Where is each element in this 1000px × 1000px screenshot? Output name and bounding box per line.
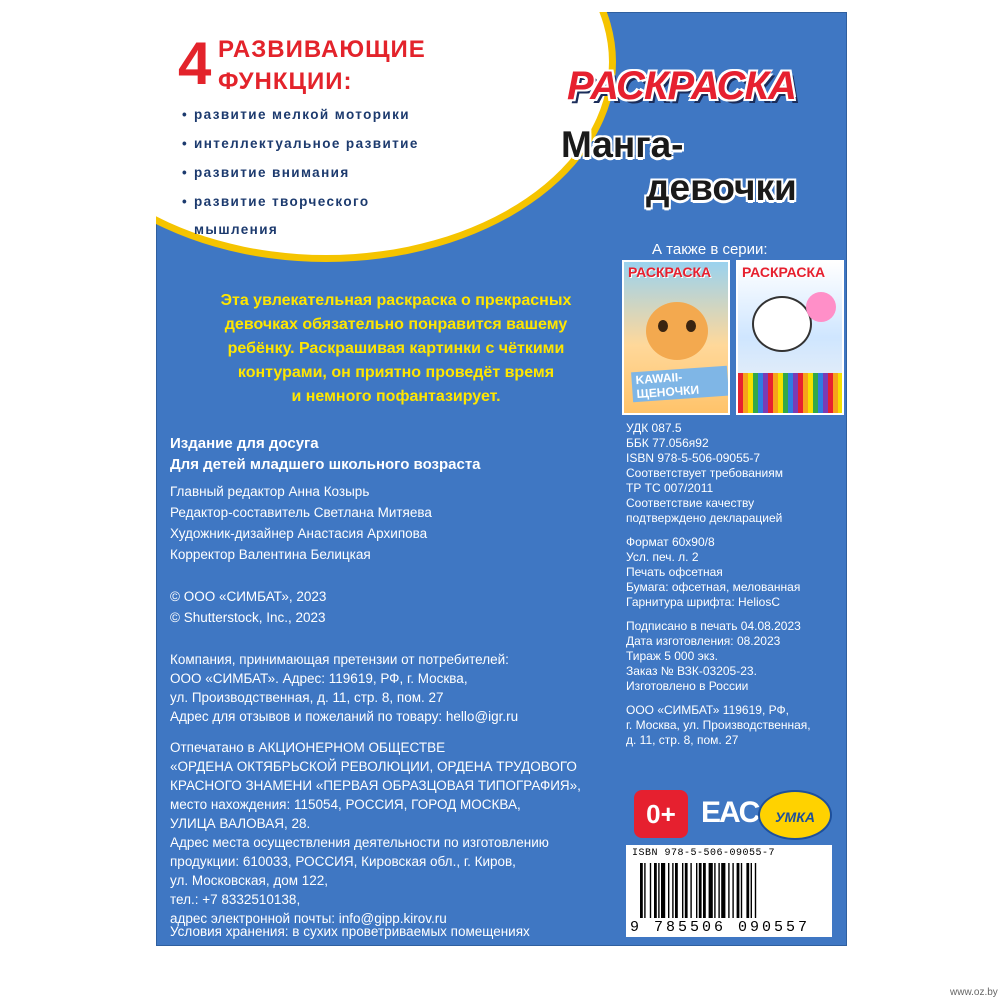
- publisher-address-line: д. 11, стр. 8, пом. 27: [626, 733, 739, 747]
- umka-logo: [758, 790, 832, 840]
- barcode-bar: [741, 863, 742, 918]
- udk-line: УДК 087.5: [626, 421, 682, 435]
- barcode-bar: [703, 863, 706, 918]
- barcode-bar: [751, 863, 752, 918]
- bbk-line: ББК 77.056я92: [626, 436, 709, 450]
- printer-line: Адрес места осуществления деятельности по изготовлению: [170, 835, 549, 850]
- barcode-bar: [672, 863, 673, 918]
- printer-line: Отпечатано в АКЦИОНЕРНОМ ОБЩЕСТВЕ: [170, 740, 446, 755]
- credit-line: Корректор Валентина Белицкая: [170, 547, 371, 562]
- puppy-eye: [658, 320, 668, 332]
- printer-line: ул. Московская, дом 122,: [170, 873, 329, 888]
- origin-line: Изготовлено в России: [626, 679, 749, 693]
- barcode-isbn: ISBN 978-5-506-09055-7: [632, 848, 776, 859]
- format-line: Усл. печ. л. 2: [626, 550, 699, 564]
- format-line: Печать офсетная: [626, 565, 723, 579]
- barcode-bar: [746, 863, 749, 918]
- compliance-line: ТР ТС 007/2011: [626, 481, 714, 495]
- barcode-bar: [696, 863, 697, 918]
- company-line: ул. Производственная, д. 11, стр. 8, пом. 27: [170, 690, 444, 705]
- series-book-thumbnail: [736, 260, 844, 415]
- printer-line: место нахождения: 115054, РОССИЯ, ГОРОД МОСКВА,: [170, 797, 521, 812]
- print-date-line: Дата изготовления: 08.2023: [626, 634, 781, 648]
- bullet-icon: •: [182, 136, 189, 151]
- format-line: Гарнитура шрифта: HeliosC: [626, 595, 781, 609]
- feature-item: [182, 165, 350, 180]
- pencils-illustration: [738, 373, 842, 413]
- barcode-panel: [626, 845, 832, 937]
- barcode-bar: [640, 863, 643, 918]
- edition-type: Издание для досуга: [170, 435, 319, 452]
- book-title: РАСКРАСКА: [567, 64, 796, 108]
- barcode-bar: [682, 863, 683, 918]
- series-label: А также в серии:: [652, 241, 768, 258]
- description-line: Эта увлекательная раскраска о прекрасных: [220, 292, 572, 309]
- barcode-bar: [685, 863, 688, 918]
- barcode-bars: [638, 863, 824, 918]
- barcode-bar: [721, 863, 725, 918]
- watermark: www.oz.by: [950, 987, 998, 998]
- print-run-line: Тираж 5 000 экз.: [626, 649, 718, 663]
- features-heading-line1: РАЗВИВАЮЩИЕ: [218, 36, 426, 63]
- printer-line: адрес электронной почты: info@gipp.kirov.ru: [170, 911, 447, 926]
- book-description: [166, 289, 626, 409]
- feature-item: [182, 194, 369, 209]
- feedback-line: Адрес для отзывов и пожеланий по товару: hello@igr.ru: [170, 709, 519, 724]
- barcode-bar: [650, 863, 651, 918]
- copyright-line: © Shutterstock, Inc., 2023: [170, 610, 326, 625]
- series-book-subtitle: KAWAII-ЩЕНОЧКИ: [631, 366, 729, 403]
- printer-line: продукции: 610033, РОССИЯ, Кировская обл., г. Киров,: [170, 854, 516, 869]
- barcode-bar: [654, 863, 657, 918]
- description-line: и немного пофантазирует.: [291, 388, 501, 405]
- format-line: Бумага: офсетная, мелованная: [626, 580, 801, 594]
- description-line: девочках обязательно понравится вашему: [224, 316, 568, 333]
- storage-conditions: Условия хранения: в сухих проветриваемых помещениях: [170, 924, 530, 939]
- barcode-bar: [699, 863, 702, 918]
- feature-item-label: интеллектуальное развитие: [194, 136, 419, 151]
- puppy-illustration: [646, 302, 708, 360]
- description-line: ребёнку. Раскрашивая картинки с чёткими: [227, 340, 565, 357]
- bullet-icon: •: [182, 194, 189, 209]
- isbn-line: ISBN 978-5-506-09055-7: [626, 451, 761, 465]
- print-date-line: Подписано в печать 04.08.2023: [626, 619, 801, 633]
- printer-line: КРАСНОГО ЗНАМЕНИ «ПЕРВАЯ ОБРАЗЦОВАЯ ТИПОГРАФИЯ»,: [170, 778, 581, 793]
- barcode-bar: [658, 863, 659, 918]
- book-title-block: [551, 44, 841, 244]
- target-audience: Для детей младшего школьного возраста: [170, 456, 481, 473]
- credit-line: Главный редактор Анна Козырь: [170, 484, 370, 499]
- printer-line: УЛИЦА ВАЛОВАЯ, 28.: [170, 816, 311, 831]
- puppy-eye: [686, 320, 696, 332]
- credit-line: Художник-дизайнер Анастасия Архипова: [170, 526, 428, 541]
- cat-illustration: [752, 296, 812, 352]
- order-line: Заказ № ВЗК-03205-23.: [626, 664, 757, 678]
- eac-mark-icon: EAC: [701, 796, 759, 829]
- copyright-line: © ООО «СИМБАТ», 2023: [170, 589, 327, 604]
- description-line: контурами, он приятно проведёт время: [237, 364, 555, 381]
- company-line: ООО «СИМБАТ». Адрес: 119619, РФ, г. Москва,: [170, 671, 468, 686]
- back-cover: [156, 12, 847, 946]
- barcode-bar: [661, 863, 665, 918]
- publisher-address-line: г. Москва, ул. Производственная,: [626, 718, 811, 732]
- barcode-bar: [728, 863, 729, 918]
- company-line: Компания, принимающая претензии от потребителей:: [170, 652, 509, 667]
- barcode-bar: [714, 863, 715, 918]
- compliance-line: подтверждено декларацией: [626, 511, 783, 525]
- barcode-bar: [675, 863, 678, 918]
- printer-line: «ОРДЕНА ОКТЯБРЬСКОЙ РЕВОЛЮЦИИ, ОРДЕНА ТРУДОВОГО: [170, 759, 577, 774]
- compliance-line: Соответствует требованиям: [626, 466, 783, 480]
- barcode-bar: [644, 863, 645, 918]
- features-number: 4: [178, 30, 212, 97]
- credit-line: Редактор-составитель Светлана Митяева: [170, 505, 432, 520]
- bullet-icon: •: [182, 107, 189, 122]
- format-line: Формат 60х90/8: [626, 535, 715, 549]
- barcode-bar: [732, 863, 733, 918]
- series-book-thumbnail: [622, 260, 730, 415]
- compliance-line: Соответствие качеству: [626, 496, 755, 510]
- feature-item-label: развитие внимания: [194, 165, 350, 180]
- barcode-bar: [755, 863, 756, 918]
- book-subtitle-line1: Манга-: [561, 124, 684, 165]
- barcode-bar: [709, 863, 713, 918]
- unicorn-hair-illustration: [806, 292, 836, 322]
- barcode-bar: [737, 863, 740, 918]
- barcode-bar: [668, 863, 669, 918]
- feature-item-continuation: [182, 222, 278, 237]
- features-heading-line2: ФУНКЦИИ:: [218, 68, 353, 95]
- feature-item-label: развитие творческого: [194, 194, 370, 209]
- bullet-icon: •: [182, 165, 189, 180]
- publisher-address-line: ООО «СИМБАТ» 119619, РФ,: [626, 703, 789, 717]
- book-subtitle-line2: девочки: [646, 167, 797, 208]
- feature-item: [182, 136, 419, 151]
- barcode-bar: [718, 863, 719, 918]
- series-book-title: РАСКРАСКА: [742, 264, 826, 280]
- age-rating-badge: 0+: [634, 790, 688, 838]
- series-book-title: РАСКРАСКА: [628, 264, 712, 280]
- barcode-digits: 9 785506 090557: [630, 919, 811, 936]
- feature-item-label: развитие мелкой моторики: [194, 107, 410, 122]
- barcode-bar: [690, 863, 691, 918]
- printer-line: тел.: +7 8332510138,: [170, 892, 301, 907]
- feature-item: [182, 107, 410, 122]
- umka-logo-text: УМКА: [775, 809, 815, 825]
- feature-item-label: мышления: [194, 222, 279, 237]
